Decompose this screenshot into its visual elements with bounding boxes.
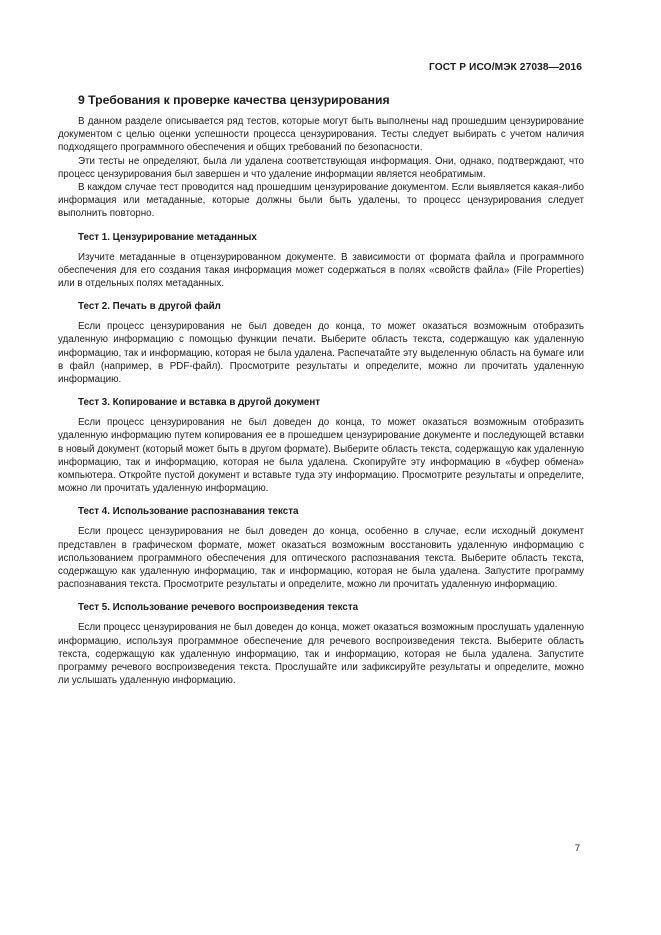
test-text: Если процесс цензурирования не был доведен до конца, особенно в случае, если исходный документ представлен в графическом формате, может оказаться возможным восстановить удаленную информацию с использованием программного обеспечения для оптического распознавания текста. Выберите область текста, содержащую как удаленную информацию, так и информацию, которая не была удалена. Запустите программу распознавания текста. Просмотрите результаты и определите, можно ли прочитать удаленную информацию.	[58, 526, 584, 591]
section-paragraph: Эти тесты не определяют, была ли удалена соответствующая информация. Они, однако, подтверждают, что процесс цензурирования был завершен и что удаление информации является необратимым.	[58, 155, 584, 180]
test-title: Тест 1. Цензурирование метаданных	[78, 231, 257, 243]
test-text: Если процесс цензурирования не был доведен до конца, может оказаться возможным прослушать удаленную информацию, используя программное обеспечение для речевого воспроизведения текста. Выберите область текста, содержащую как удаленную информацию, так и информацию, которая не была удалена. Запустите программу речевого воспроизведения текста. Прослушайте или зафиксируйте результаты и определите, можно ли услышать удаленную информацию.	[58, 622, 584, 687]
section-title: 9 Требования к проверке качества цензурирования	[78, 93, 390, 107]
test-title: Тест 3. Копирование и вставка в другой документ	[78, 397, 321, 409]
test-text: Если процесс цензурирования не был доведен до конца, то может оказаться возможным отобразить удаленную информацию путем копирования ее в прошедшем цензурирование документе и последующей вставки в новый документ (который может быть в другом формате). Выберите область текста, содержащую как удаленную информацию, так и информацию, которая не была удалена. Скопируйте эту информацию в «буфер обмена» компьютера. Откройте пустой документ и вставьте туда эту информацию. Просмотрите результаты и определите, можно ли прочитать удаленную информацию.	[58, 417, 584, 495]
test-title: Тест 2. Печать в другой файл	[78, 301, 221, 313]
test-text: Изучите метаданные в отцензурированном документе. В зависимости от формата файла и программного обеспечения для его создания такая информация может содержаться в полях «свойств файла» (File Properties) или в отдельных полях метаданных.	[58, 251, 584, 290]
test-title: Тест 4. Использование распознавания текста	[78, 506, 299, 518]
test-text: Если процесс цензурирования не был доведен до конца, то может оказаться возможным отобразить удаленную информацию с помощью функции печати. Выберите область текста, содержащую как удаленную информацию, так и информацию, которая не была удалена. Распечатайте эту выделенную область на бумаге или в файл (например, в PDF-файл). Просмотрите результаты и определите, можно ли прочитать удаленную информацию.	[58, 321, 584, 386]
page-content	[58, 93, 584, 688]
test-title: Тест 5. Использование речевого воспроизведения текста	[78, 602, 359, 614]
section-paragraph: В данном разделе описывается ряд тестов, которые могут быть выполнены над прошедшим цензурирование документом с целью оценки успешности процесса цензурирования. Тесты следует выбирать с учетом наличия подходящего программного обеспечения и общих требований по безопасности.	[58, 116, 584, 154]
page-number: 7	[574, 843, 580, 854]
section-paragraph: В каждом случае тест проводится над прошедшим цензурирование документом. Если выявляется какая-либо информация или метаданные, которые должны были быть удалены, то процесс цензурирования следует выполнить повторно.	[58, 182, 584, 220]
standard-header: ГОСТ Р ИСО/МЭК 27038—2016	[429, 62, 582, 73]
